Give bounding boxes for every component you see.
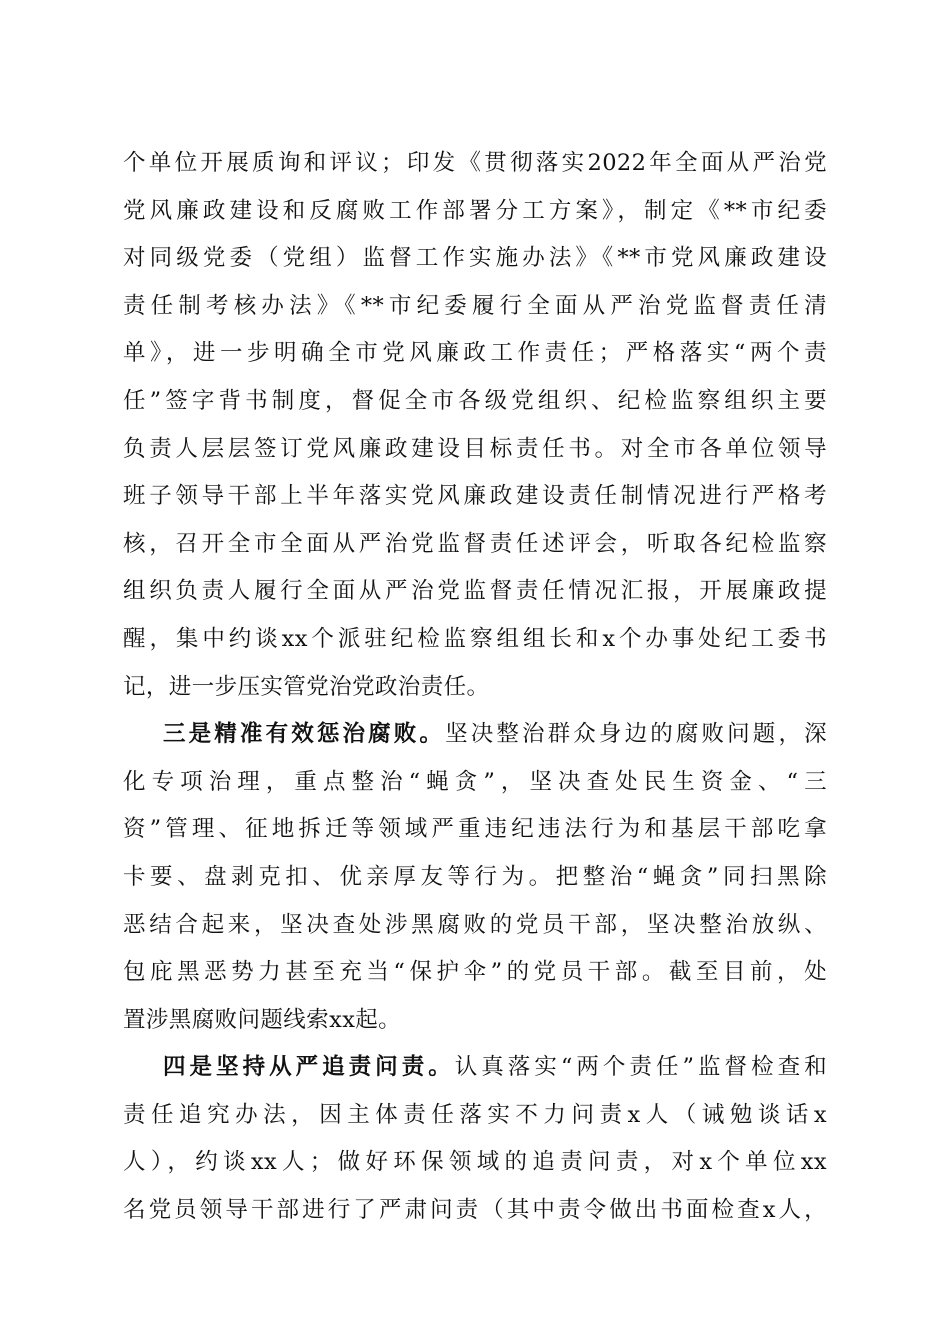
text-line: 任”签字背书制度，督促全市各级党组织、纪检监察组织主要 xyxy=(123,387,827,414)
text-line: 班子领导干部上半年落实党风廉政建设责任制情况进行严格考 xyxy=(123,483,827,510)
document-body xyxy=(123,140,827,1235)
text-line: 置涉黑腐败问题线索xx起。 xyxy=(123,1006,402,1033)
text-line: 个单位开展质询和评议；印发《贯彻落实2022年全面从严治党 xyxy=(123,150,827,176)
text-line: 对同级党委（党组）监督工作实施办法》《**市党风廉政建设 xyxy=(123,245,827,272)
paragraph-first-line xyxy=(123,1044,827,1092)
text-line: 资”管理、征地拆迁等领域严重违纪违法行为和基层干部吃拿 xyxy=(123,816,827,843)
paragraph-heading: 三是精准有效惩治腐败。 xyxy=(163,721,446,748)
text-line: 党风廉政建设和反腐败工作部署分工方案》，制定《**市纪委 xyxy=(123,197,827,224)
paragraph-first-line xyxy=(123,711,827,759)
text-line: 组织负责人履行全面从严治党监督责任情况汇报，开展廉政提 xyxy=(123,578,827,605)
heading-line-text: 认真落实“两个责任”监督检查和 xyxy=(454,1054,827,1081)
text-line: 责任追究办法，因主体责任落实不力问责x人（诫勉谈话x xyxy=(123,1101,827,1128)
text-line: 恶结合起来，坚决查处涉黑腐败的党员干部，坚决整治放纵、 xyxy=(123,911,827,938)
text-line: 人），约谈xx人；做好环保领域的追责问责，对x个单位xx xyxy=(123,1149,827,1176)
text-line: 包庇黑恶势力甚至充当“保护伞”的党员干部。截至目前，处 xyxy=(123,959,827,986)
paragraph-heading: 四是坚持从严追责问责。 xyxy=(163,1054,455,1081)
text-line: 负责人层层签订党风廉政建设目标责任书。对全市各单位领导 xyxy=(123,435,827,462)
text-line: 名党员领导干部进行了严肃问责（其中责令做出书面检查x人， xyxy=(123,1197,827,1224)
heading-line-text: 坚决整治群众身边的腐败问题，深 xyxy=(445,721,827,748)
text-line: 醒，集中约谈xx个派驻纪检监察组组长和x个办事处纪工委书 xyxy=(123,625,827,652)
text-line: 核，召开全市全面从严治党监督责任述评会，听取各纪检监察 xyxy=(123,530,827,557)
text-line: 化专项治理，重点整治“蝇贪”，坚决查处民生资金、“三 xyxy=(123,768,827,795)
text-line: 卡要、盘剥克扣、优亲厚友等行为。把整治“蝇贪”同扫黑除 xyxy=(123,863,827,890)
text-line: 责任制考核办法》《**市纪委履行全面从严治党监督责任清 xyxy=(123,292,827,319)
text-line: 记，进一步压实管党治党政治责任。 xyxy=(123,673,490,700)
text-line: 单》，进一步明确全市党风廉政工作责任；严格落实“两个责 xyxy=(123,340,827,367)
